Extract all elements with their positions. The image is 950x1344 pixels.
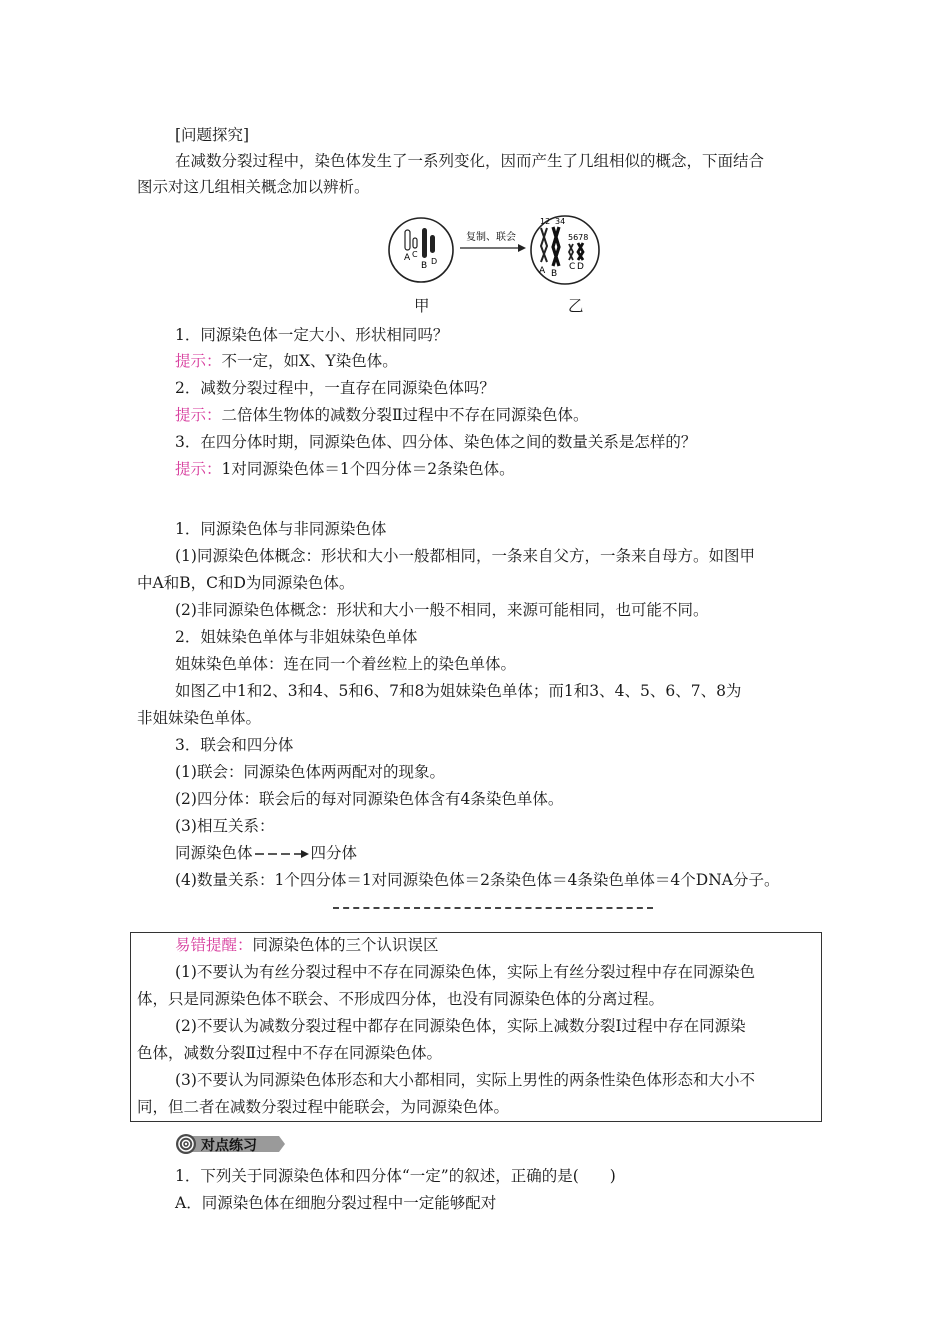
practice-option-a: A．同源染色体在细胞分裂过程中一定能够配对	[175, 1194, 497, 1212]
warning-3-line-1: (3)不要认为同源染色体形态和大小都相同，实际上男性的两条性染色体形态和大小不	[175, 1071, 755, 1089]
summary-p6: (2)四分体：联会后的每对同源染色体含有4条染色单体。	[175, 790, 564, 808]
chromosome-a	[405, 230, 410, 250]
hint-label: 提示：	[175, 352, 222, 370]
summary-p2: (2)非同源染色体概念：形状和大小一般不相同，来源可能相同，也可能不同。	[175, 601, 709, 619]
divider	[333, 907, 653, 909]
tetrad-1-light	[541, 228, 547, 262]
summary-p4-line-1: 如图乙中1和2、3和4、5和6、7和8为姐妹染色单体；而1和3、4、5、6、7、8为	[175, 682, 742, 700]
summary-p1-line-1: (1)同源染色体概念：形状和大小一般都相同，一条来自父方，一条来自母方。如图甲	[175, 547, 755, 565]
summary-p8	[175, 843, 357, 863]
summary-p3: 姐妹染色单体：连在同一个着丝粒上的染色单体。	[175, 655, 517, 673]
hint-text: 不一定，如X、Y染色体。	[221, 352, 398, 370]
summary-heading-3: 3．联会和四分体	[175, 736, 294, 754]
hint-label: 提示：	[175, 460, 222, 478]
tetrad-2-light	[569, 244, 573, 260]
dashed-arrow-icon	[253, 848, 311, 860]
label-a: A	[404, 253, 411, 263]
hint-1	[175, 351, 398, 371]
hint-text: 1对同源染色体＝1个四分体＝2条染色体。	[221, 460, 515, 478]
practice-badge	[175, 1133, 287, 1155]
warning-title-text: 同源染色体的三个认识误区	[252, 936, 439, 954]
warning-1-line-1: (1)不要认为有丝分裂过程中不存在同源染色体，实际上有丝分裂过程中存在同源染色	[175, 963, 755, 981]
warning-title	[175, 935, 439, 955]
question-3: 3．在四分体时期，同源染色体、四分体、染色体之间的数量关系是怎样的？	[175, 433, 697, 451]
label-5678: 5678	[568, 233, 589, 242]
label-c: C	[412, 250, 418, 259]
hint-label: 提示：	[175, 406, 222, 424]
summary-p1-line-2: 中A和B，C和D为同源染色体。	[137, 574, 355, 592]
summary-p7: (3)相互关系：	[175, 817, 275, 835]
label-d-right: D	[577, 262, 584, 272]
summary-p9: (4)数量关系：1个四分体＝1对同源染色体＝2条染色体＝4条染色单体＝4个DNA分子。	[175, 871, 780, 889]
label-a-right: A	[539, 266, 546, 276]
summary-heading-1: 1．同源染色体与非同源染色体	[175, 520, 387, 538]
arrow-head	[518, 244, 526, 252]
label-12: 12	[540, 217, 551, 226]
hint-3	[175, 459, 515, 479]
warning-1-line-2: 体，只是同源染色体不联会、不形成四分体，也没有同源染色体的分离过程。	[137, 990, 665, 1008]
label-d: D	[431, 257, 438, 266]
warning-3-line-2: 同，但二者在减数分裂过程中能联会，为同源染色体。	[137, 1098, 510, 1116]
intro-line-1: 在减数分裂过程中，染色体发生了一系列变化，因而产生了几组相似的概念，下面结合	[175, 152, 765, 170]
arrow-label: 复制、联会	[466, 232, 516, 243]
warning-2-line-2: 色体，减数分裂Ⅱ过程中不存在同源染色体。	[137, 1044, 443, 1062]
warning-2-line-1: (2)不要认为减数分裂过程中都存在同源染色体，实际上减数分裂Ⅰ过程中存在同源染	[175, 1017, 746, 1035]
question-1: 1．同源染色体一定大小、形状相同吗？	[175, 326, 449, 344]
section-heading: [问题探究]	[175, 126, 250, 144]
tetrad-2-dark	[578, 243, 583, 260]
hint-text: 二倍体生物体的减数分裂Ⅱ过程中不存在同源染色体。	[221, 406, 589, 424]
intro-line-2: 图示对这几组相关概念加以辨析。	[137, 178, 370, 196]
summary-p4-line-2: 非姐妹染色单体。	[137, 709, 262, 727]
practice-badge-label: 对点练习	[201, 1138, 257, 1154]
chromosome-b	[422, 228, 427, 258]
hint-2	[175, 405, 589, 425]
relation-left: 同源染色体	[175, 844, 253, 862]
caption-yi: 乙	[568, 297, 584, 315]
warning-label: 易错提醒：	[175, 936, 253, 954]
practice-question-1: 1．下列关于同源染色体和四分体“一定”的叙述，正确的是( )	[175, 1167, 616, 1185]
chromosome-diagram	[388, 210, 608, 290]
label-34: 34	[555, 217, 566, 226]
label-b-right: B	[551, 269, 558, 279]
question-2: 2．减数分裂过程中，一直存在同源染色体吗？	[175, 379, 495, 397]
tetrad-1-dark	[553, 227, 559, 266]
label-c-right: C	[569, 262, 576, 272]
chromosome-figure	[388, 210, 608, 294]
chromosome-d	[430, 235, 435, 253]
cell-jia-outline	[389, 218, 453, 282]
summary-p5: (1)联会：同源染色体两两配对的现象。	[175, 763, 445, 781]
chromosome-c	[413, 238, 417, 248]
label-b: B	[421, 261, 428, 271]
summary-heading-2: 2．姐妹染色单体与非姐妹染色单体	[175, 628, 418, 646]
caption-jia: 甲	[414, 297, 430, 315]
relation-right: 四分体	[310, 844, 358, 862]
